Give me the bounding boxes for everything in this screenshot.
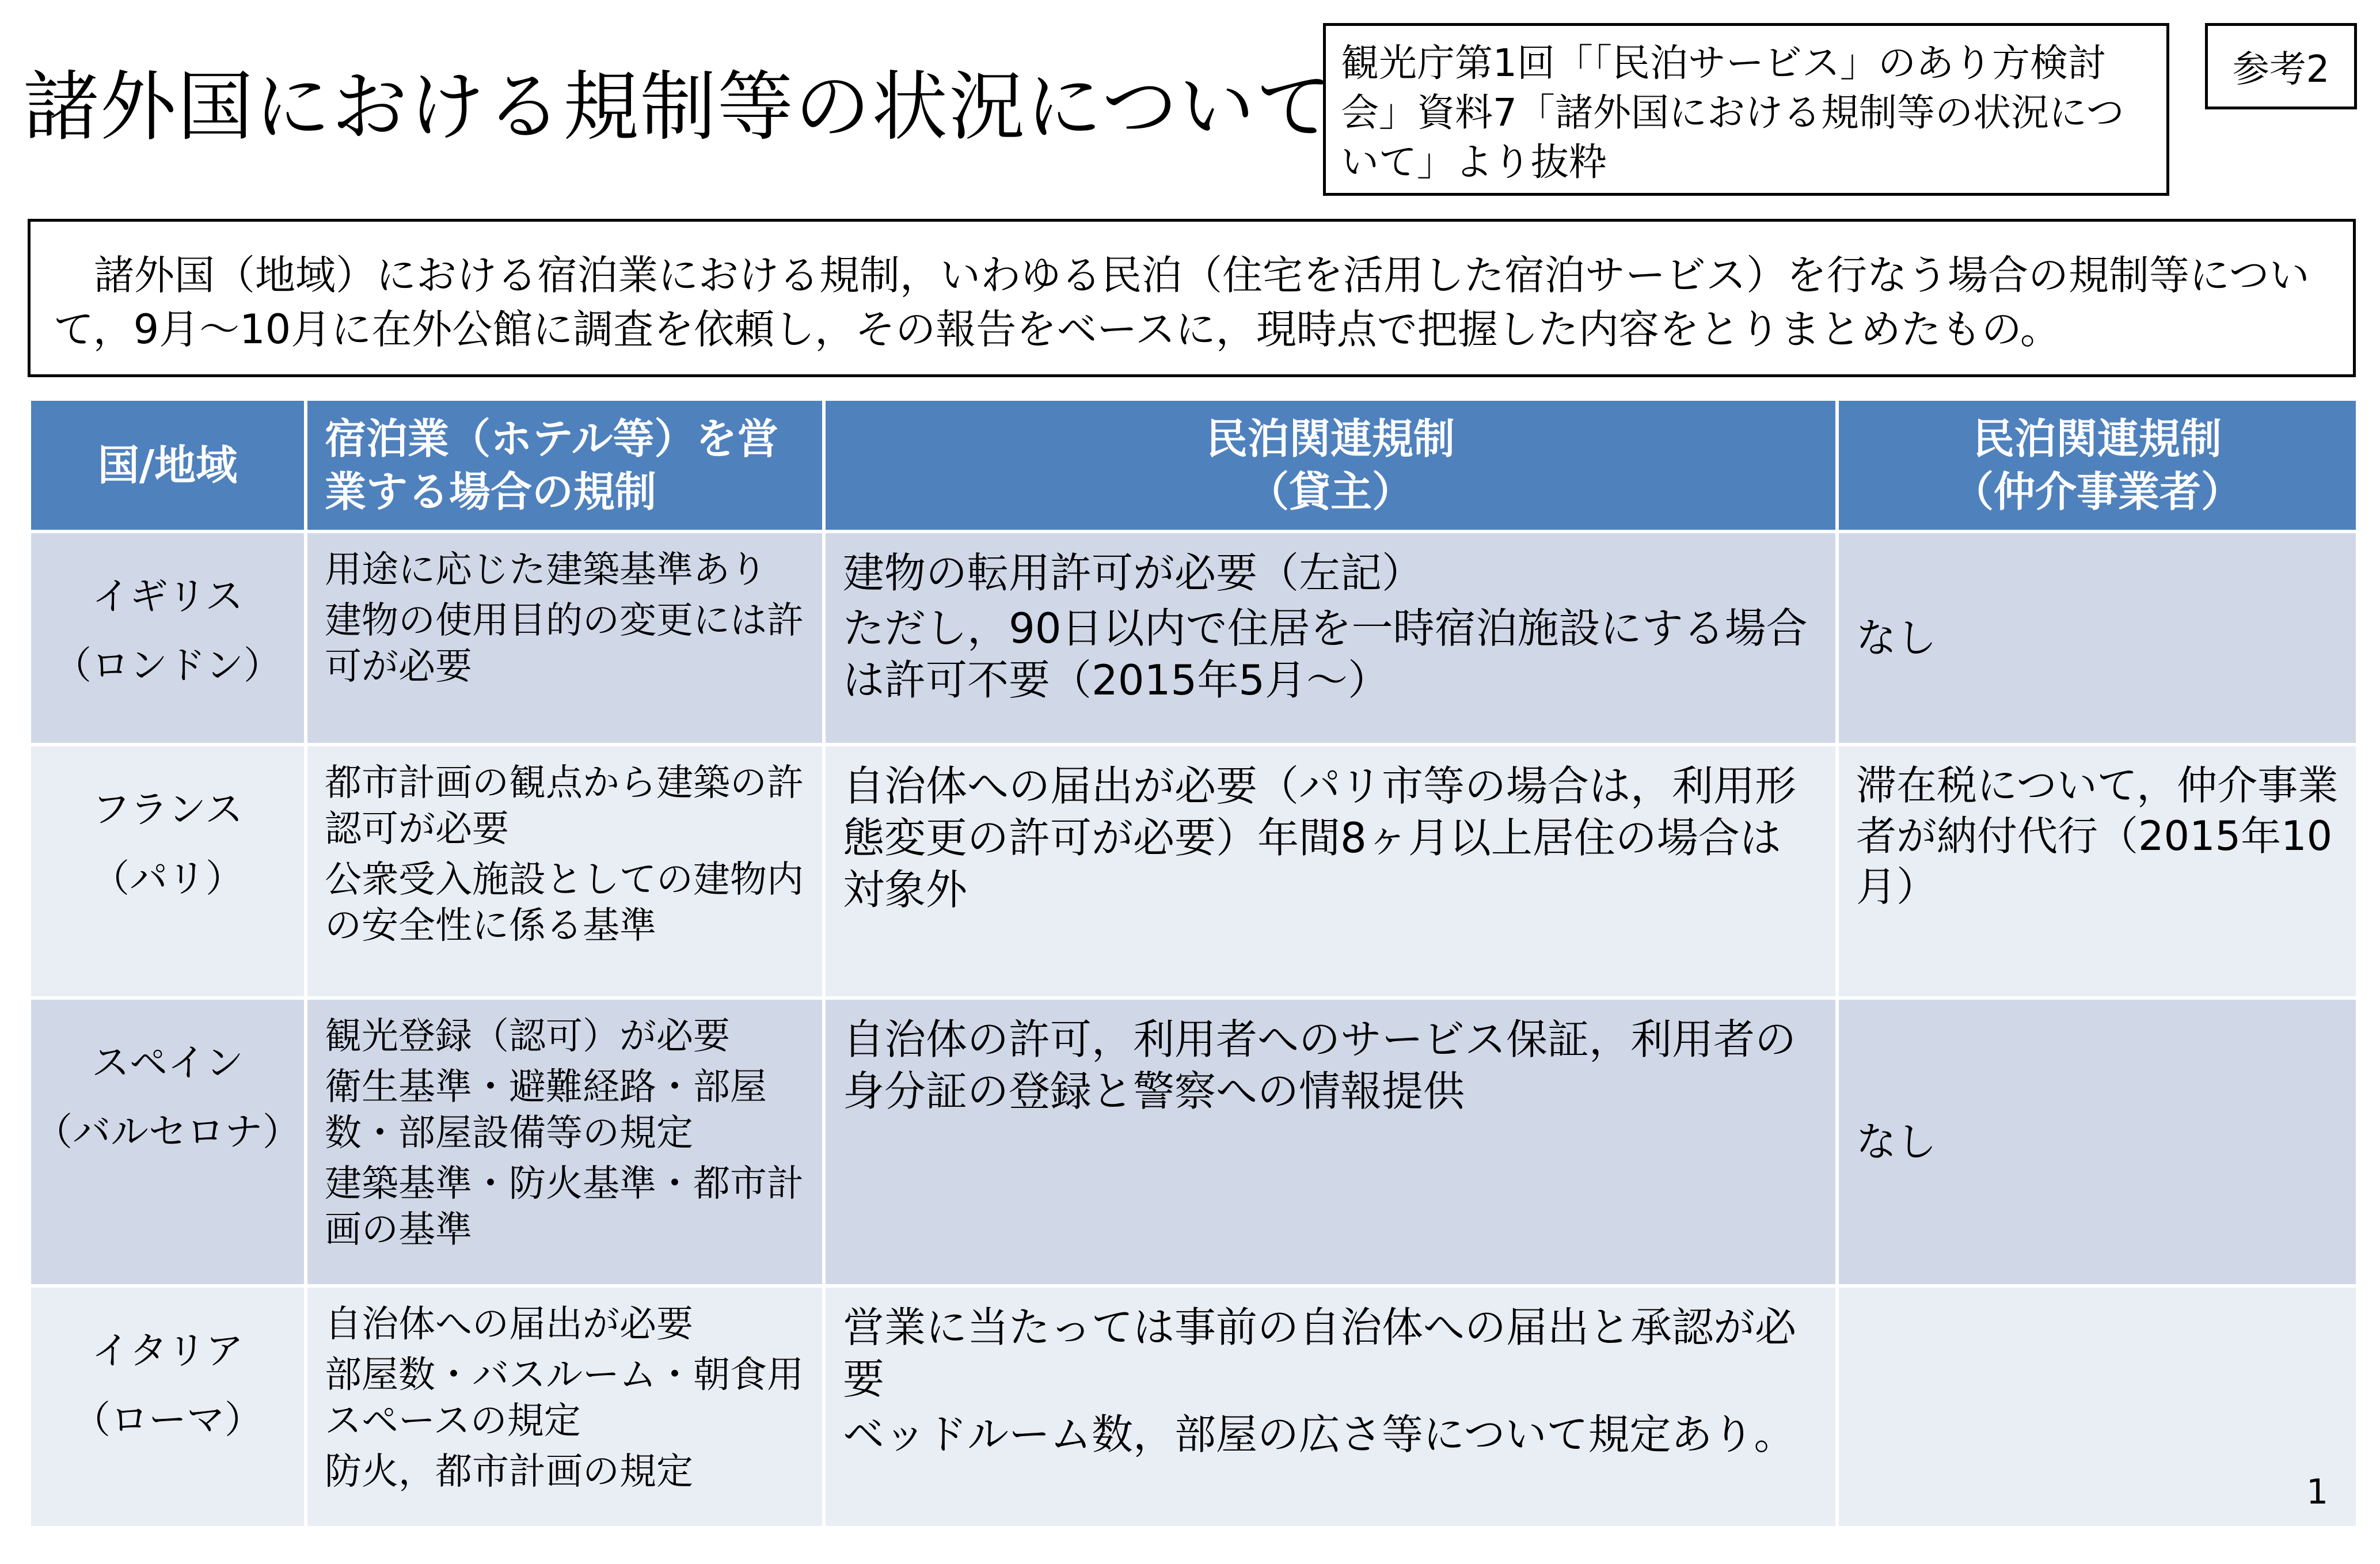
page-number: 1 — [2306, 1472, 2329, 1512]
hotel-regulation-cell — [306, 745, 824, 998]
country-cell — [29, 745, 306, 998]
broker-regulation-cell: 滞在税について，仲介事業者が納付代行（2015年10月） — [1837, 745, 2358, 998]
table-row — [29, 745, 2358, 998]
landlord-regulation-cell — [824, 745, 1837, 998]
country-name: スペイン — [92, 1041, 244, 1085]
table-header-row — [29, 399, 2358, 532]
city-name: （バルセロナ） — [35, 1110, 301, 1154]
reference-badge: 参考2 — [2205, 23, 2357, 109]
country-name: フランス — [92, 787, 244, 832]
country-cell — [29, 1286, 306, 1528]
country-name: イタリア — [92, 1328, 244, 1373]
hotel-rule: 公衆受入施設としての建物内の安全性に係る基準 — [325, 859, 804, 947]
hotel-rule: 建築基準・防火基準・都市計画の基準 — [325, 1163, 804, 1251]
landlord-rule: 建物の転用許可が必要（左記） — [843, 549, 1424, 597]
city-name: （ロンドン） — [54, 643, 282, 688]
hotel-rule: 衛生基準・避難経路・部屋数・部屋設備等の規定 — [325, 1066, 767, 1155]
header-landlord-line1: 民泊関連規制 — [1206, 415, 1455, 463]
landlord-regulation-cell — [824, 998, 1837, 1286]
header-broker-line2: （仲介事業者） — [1952, 468, 2242, 516]
broker-regulation-cell: なし — [1837, 532, 2358, 745]
hotel-regulation-cell — [306, 998, 824, 1286]
broker-regulation-cell — [1837, 1286, 2358, 1528]
hotel-rule: 観光登録（認可）が必要 — [325, 1015, 730, 1058]
regulation-table — [28, 397, 2359, 1529]
header-country: 国/地域 — [29, 399, 306, 532]
landlord-rule: 営業に当たっては事前の自治体への届出と承認が必要 — [843, 1303, 1797, 1403]
landlord-regulation-cell — [824, 1286, 1837, 1528]
city-name: （パリ） — [92, 856, 244, 901]
intro-text: 諸外国（地域）における宿泊業における規制，いわゆる民泊（住宅を活用した宿泊サービス）を行なう場合の規制等について，9月～10月に在外公館に調査を依頼し，その報告をベースに，現時点で把握した内容をとりまとめたもの。 — [28, 219, 2356, 377]
header-hotel-line2: 業する場合の規制 — [325, 468, 657, 516]
landlord-regulation-cell — [824, 532, 1837, 745]
header-landlord-line2: （貸主） — [1247, 468, 1413, 516]
table-row — [29, 998, 2358, 1286]
landlord-rule: ただし，90日以内で住居を一時宿泊施設にする場合は許可不要（2015年5月～） — [843, 604, 1808, 704]
city-name: （ローマ） — [73, 1398, 263, 1442]
hotel-regulation-cell — [306, 532, 824, 745]
landlord-rule: 自治体の許可，利用者へのサービス保証，利用者の身分証の登録と警察への情報提供 — [843, 1015, 1797, 1115]
header-landlord-regulation — [824, 399, 1837, 532]
hotel-rule: 用途に応じた建築基準あり — [325, 549, 767, 591]
hotel-rule: 部屋数・バスルーム・朝食用スペースの規定 — [325, 1354, 804, 1442]
hotel-rule: 都市計画の観点から建築の許認可が必要 — [325, 762, 804, 851]
page-title: 諸外国における規制等の状況について — [23, 63, 1333, 151]
country-cell — [29, 998, 306, 1286]
landlord-rule: ベッドルーム数，部屋の広さ等について規定あり。 — [843, 1410, 1796, 1459]
landlord-rule: 自治体への届出が必要（パリ市等の場合は，利用形態変更の許可が必要）年間8ヶ月以上居住の場合は対象外 — [843, 762, 1797, 914]
broker-regulation-cell: なし — [1837, 998, 2358, 1286]
hotel-rule: 自治体への届出が必要 — [325, 1303, 693, 1346]
table-row — [29, 1286, 2358, 1528]
country-name: イギリス — [92, 574, 244, 618]
table-row — [29, 532, 2358, 745]
hotel-rule: 防火，都市計画の規定 — [325, 1451, 693, 1493]
hotel-regulation-cell — [306, 1286, 824, 1528]
header-hotel-line1: 宿泊業（ホテル等）を営 — [325, 415, 779, 463]
header-hotel-regulation — [306, 399, 824, 532]
source-note: 観光庁第1回「「民泊サービス」のあり方検討会」資料7「諸外国における規制等の状況について」より抜粋 — [1323, 23, 2169, 196]
header-broker-line1: 民泊関連規制 — [1972, 415, 2222, 463]
country-cell — [29, 532, 306, 745]
hotel-rule: 建物の使用目的の変更には許可が必要 — [325, 599, 804, 688]
header-broker-regulation — [1837, 399, 2358, 532]
